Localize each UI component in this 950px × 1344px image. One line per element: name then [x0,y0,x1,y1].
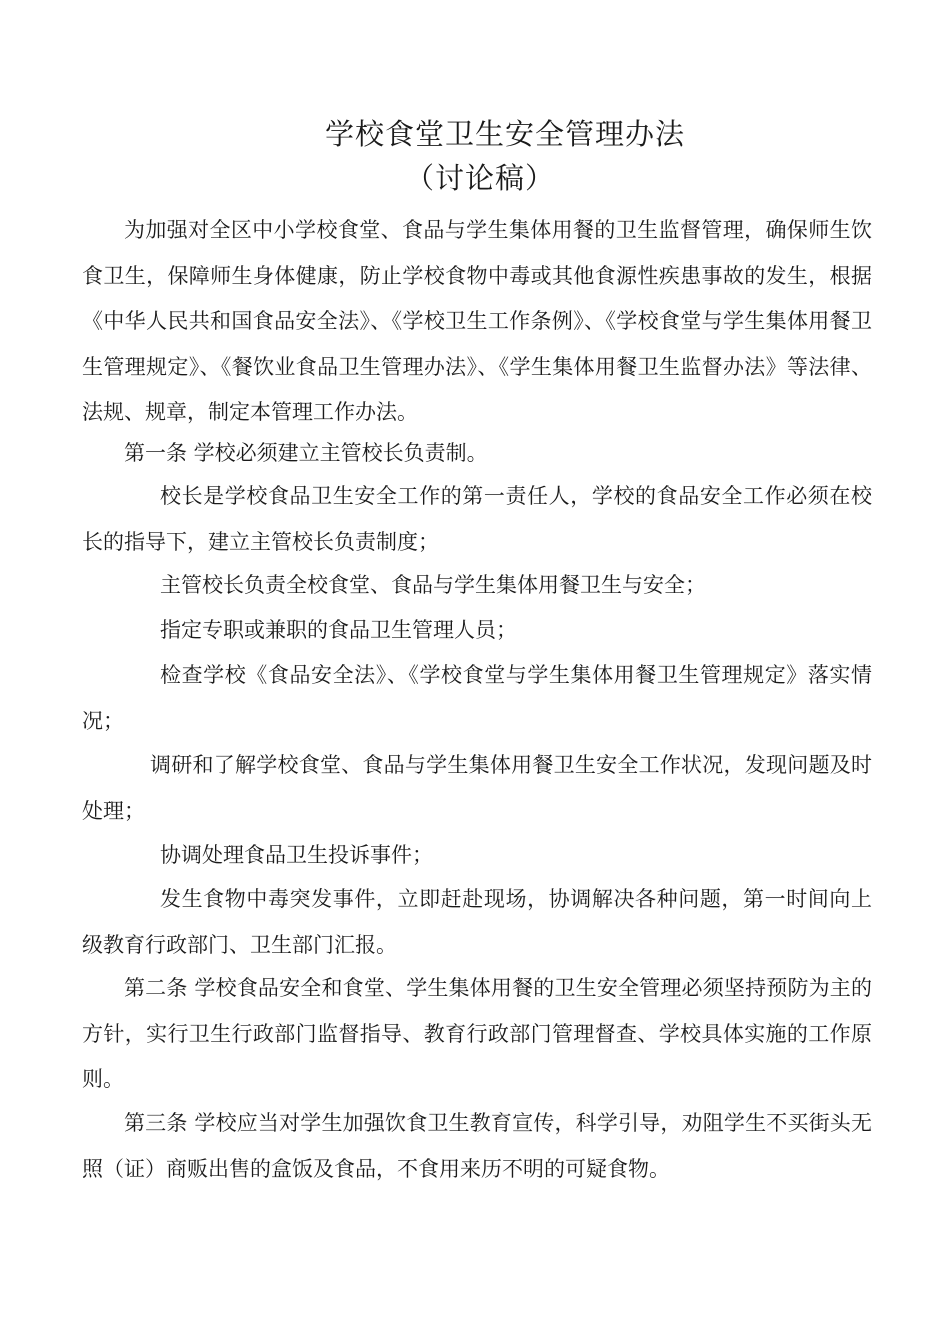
article-1-paragraph-principal: 校长是学校食品卫生安全工作的第一责任人，学校的食品安全工作必须在校长的指导下，建立主管校长负责制度； [82,484,872,554]
article-1-item-complaints: 协调处理食品卫生投诉事件； [160,843,433,867]
article-1-item-emergency: 发生食物中毒突发事件，立即赶赴现场，协调解决各种问题，第一时间向上级教育行政部门、卫生部门汇报。 [82,887,872,957]
article-1-item-research: 调研和了解学校食堂、食品与学生集体用餐卫生安全工作状况，发现问题及时处理； [82,753,872,823]
document-title: 学校食堂卫生安全管理办法 [324,117,685,151]
article-2-paragraph: 第二条 学校食品安全和食堂、学生集体用餐的卫生安全管理必须坚持预防为主的方针，实行卫生行政部门监督指导、教育行政部门管理督查、学校具体实施的工作原则。 [82,976,872,1091]
preamble-paragraph: 为加强对全区中小学校食堂、食品与学生集体用餐的卫生监督管理，确保师生饮食卫生，保障师生身体健康，防止学校食物中毒或其他食源性疾患事故的发生，根据《中华人民共和国食品安全法》、《学校卫生工作条例》、《学校食堂与学生集体用餐卫生管理规定》、《餐饮业食品卫生管理办法》、《学生集体用餐卫生监督办法》等法律、法规、规章，制定本管理工作办法。 [82,218,872,424]
article-1-heading: 第一条 学校必须建立主管校长负责制。 [124,441,488,465]
document-subtitle: （讨论稿） [404,161,555,195]
article-1-item-inspection: 检查学校《食品安全法》、《学校食堂与学生集体用餐卫生管理规定》落实情况； [82,663,872,733]
article-1-item-staff: 指定专职或兼职的食品卫生管理人员； [160,618,517,642]
article-3-paragraph: 第三条 学校应当对学生加强饮食卫生教育宣传，科学引导，劝阻学生不买街头无照（证）商贩出售的盒饭及食品，不食用来历不明的可疑食物。 [82,1111,872,1181]
article-1-item-responsibility: 主管校长负责全校食堂、食品与学生集体用餐卫生与安全； [160,573,706,597]
